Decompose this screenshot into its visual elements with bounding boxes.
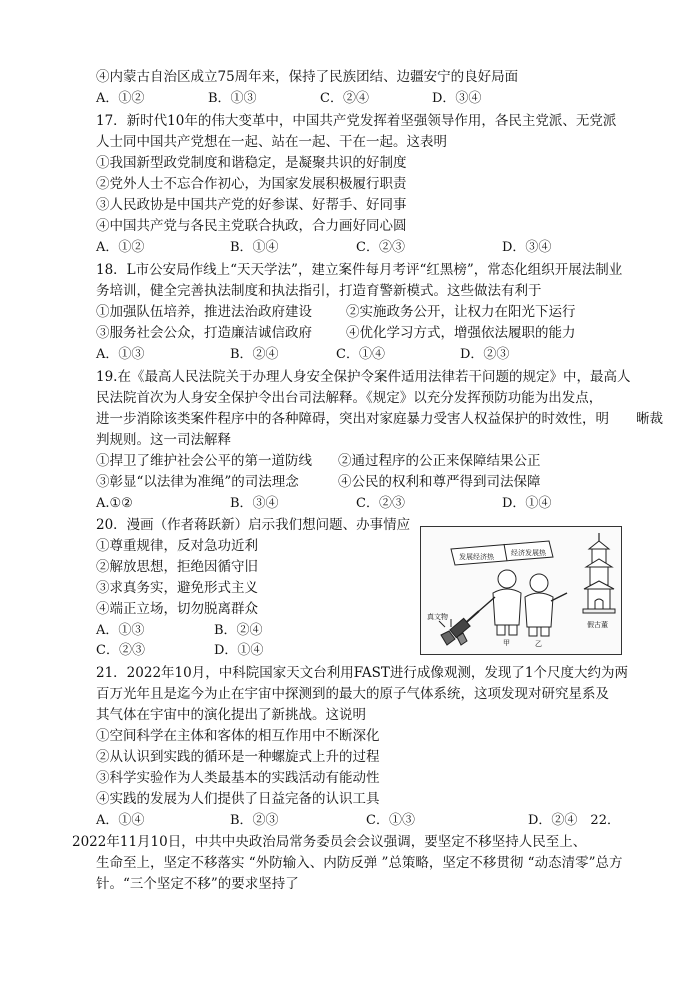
- person-1-figure: [479, 570, 521, 635]
- q19-stem-line-4: 判规则。这一司法解释: [96, 432, 231, 448]
- q21-statement-1: ①空间科学在主体和客体的相互作用中不断深化: [96, 728, 380, 744]
- q17-stem-line-2: 人士同中国共产党想在一起、站在一起、干在一起。这表明: [96, 134, 447, 150]
- pagoda-icon: [583, 533, 615, 613]
- q19-statement-3: ③彰显“以法律为准绳”的司法理念: [96, 474, 299, 490]
- person-2-label: 乙: [535, 640, 542, 648]
- option-d: D．①④: [502, 496, 552, 511]
- q17-statement-1: ①我国新型政党制度和谐稳定，是凝聚共识的好制度: [96, 155, 407, 171]
- option-c: C．②③: [356, 496, 405, 511]
- q18-statement-3: ③服务社会公众，打造廉洁诚信政府: [96, 325, 312, 341]
- option-d: D．①④: [214, 643, 264, 658]
- option-a: A．①②: [96, 91, 145, 106]
- q17-stem-line-1: 17．新时代10年的伟大变革中，中国共产党发挥着坚强领导作用，各民主党派、无党派: [96, 113, 617, 129]
- option-b: B．①③: [208, 91, 257, 106]
- comic-relic-label: 真文物: [427, 613, 448, 621]
- option-b: B．②④: [230, 347, 279, 362]
- q20-statement-4: ④端正立场，切勿脱离群众: [96, 601, 258, 617]
- q17-statement-3: ③人民政协是中国共产党的好参谋、好帮手、好同事: [96, 197, 407, 213]
- option-b: B．②③: [230, 813, 279, 828]
- option-d: D．②④ 22．: [528, 813, 620, 828]
- q20-statement-3: ③求真务实，避免形式主义: [96, 580, 258, 596]
- q19-statement-2: ②通过程序的公正来保障结果公正: [338, 453, 541, 469]
- q18-statement-4: ④优化学习方式，增强依法履职的能力: [346, 325, 576, 341]
- option-c: C．②③: [356, 240, 405, 255]
- q20-statement-2: ②解放思想，拒绝因循守旧: [96, 559, 258, 575]
- option-a: A.①②: [96, 496, 133, 511]
- q21-statement-3: ③科学实验作为人类最基本的实践活动有能动性: [96, 770, 380, 786]
- comic-drawing: [421, 527, 621, 654]
- option-a: A．①③: [96, 347, 145, 362]
- q18-statement-1: ①加强队伍培养，推进法治政府建设: [96, 304, 312, 320]
- comic-banner-left-text: 发展经济热: [459, 553, 494, 561]
- option-c: C．②③: [96, 643, 145, 658]
- q17-statement-4: ④中国共产党与各民主党联合执政，合力画好同心圆: [96, 218, 407, 234]
- q22-stem-line-1: 2022年11月10日，中共中央政治局常务委员会会议强调，要坚定不移坚持人民至上、: [72, 834, 587, 850]
- q19-statement-4: ④公民的权利和尊严得到司法保障: [338, 474, 541, 490]
- person-1-label: 甲: [503, 639, 510, 647]
- q20-statement-1: ①尊重规律，反对急功近利: [96, 538, 258, 554]
- q16-statement-4: ④内蒙古自治区成立75周年来，保持了民族团结、边疆安宁的良好局面: [96, 69, 519, 85]
- option-c: C．①④: [336, 347, 385, 362]
- option-a: A．①②: [96, 240, 145, 255]
- comic-banner-right-text: 经济发展热: [511, 549, 546, 557]
- q21-statement-4: ④实践的发展为人们提供了日益完备的认识工具: [96, 791, 380, 807]
- hammer-icon: [450, 611, 479, 638]
- q17-statement-2: ②党外人士不忘合作初心，为国家发展积极履行职责: [96, 176, 407, 192]
- q19-stem-line-3: 进一步消除该类案件程序中的各种障碍，突出对家庭暴力受害人权益保护的时效性，明 晰裁: [96, 411, 663, 427]
- q22-stem-line-3: 针。“三个坚定不移”的要求坚持了: [96, 876, 299, 892]
- person-2-figure: [525, 574, 567, 636]
- comic-pagoda-label: 假古董: [587, 621, 608, 629]
- q20-stem: 20．漫画（作者蒋跃新）启示我们想问题、办事情应: [96, 517, 411, 533]
- q18-stem-line-2: 务培训，健全完善执法制度和执法指引，打造育警新模式。这些做法有利于: [96, 283, 542, 299]
- option-a: A．①④: [96, 813, 145, 828]
- option-b: B．①④: [230, 240, 279, 255]
- q21-stem-line-3: 其气体在宇宙中的演化提出了新挑战。这说明: [96, 707, 366, 723]
- q18-stem-line-1: 18．L市公安局作线上“天天学法”，建立案件每月考评“红黑榜”，常态化组织开展法制业: [96, 262, 623, 278]
- q21-stem-line-1: 21．2022年10月，中科院国家天文台利用FAST进行成像观测，发现了1个尺度大约为两: [96, 665, 628, 681]
- option-d: D．③④: [502, 240, 552, 255]
- q18-statement-2: ②实施政务公开，让权力在阳光下运行: [346, 304, 576, 320]
- option-c: C．②④: [320, 91, 369, 106]
- comic-illustration: [420, 526, 622, 655]
- q21-stem-line-2: 百万光年且是迄今为止在宇宙中探测到的最大的原子气体系统，这项发现对研究星系及: [96, 686, 609, 702]
- option-a: A．①③: [96, 623, 145, 638]
- q21-statement-2: ②从认识到实践的循环是一种螺旋式上升的过程: [96, 749, 380, 765]
- option-b: B．③④: [230, 496, 279, 511]
- q19-stem-line-2: 民法院首次为人身安全保护令出台司法解释。《规定》以充分发挥预防功能为出发点，: [96, 390, 603, 406]
- option-d: D．③④: [432, 91, 482, 106]
- option-d: D．②③: [460, 347, 510, 362]
- q19-stem-line-1: 19.在《最高人民法院关于办理人身安全保护令案件适用法律若干问题的规定》中，最高人: [96, 369, 631, 385]
- q19-statement-1: ①捍卫了维护社会公平的第一道防线: [96, 453, 312, 469]
- option-b: B．②④: [214, 623, 263, 638]
- option-c: C．①③: [366, 813, 415, 828]
- q22-stem-line-2: 生命至上，坚定不移落实 “外防输入、内防反弹 ”总策略，坚定不移贯彻 “动态清零”总方: [96, 855, 623, 871]
